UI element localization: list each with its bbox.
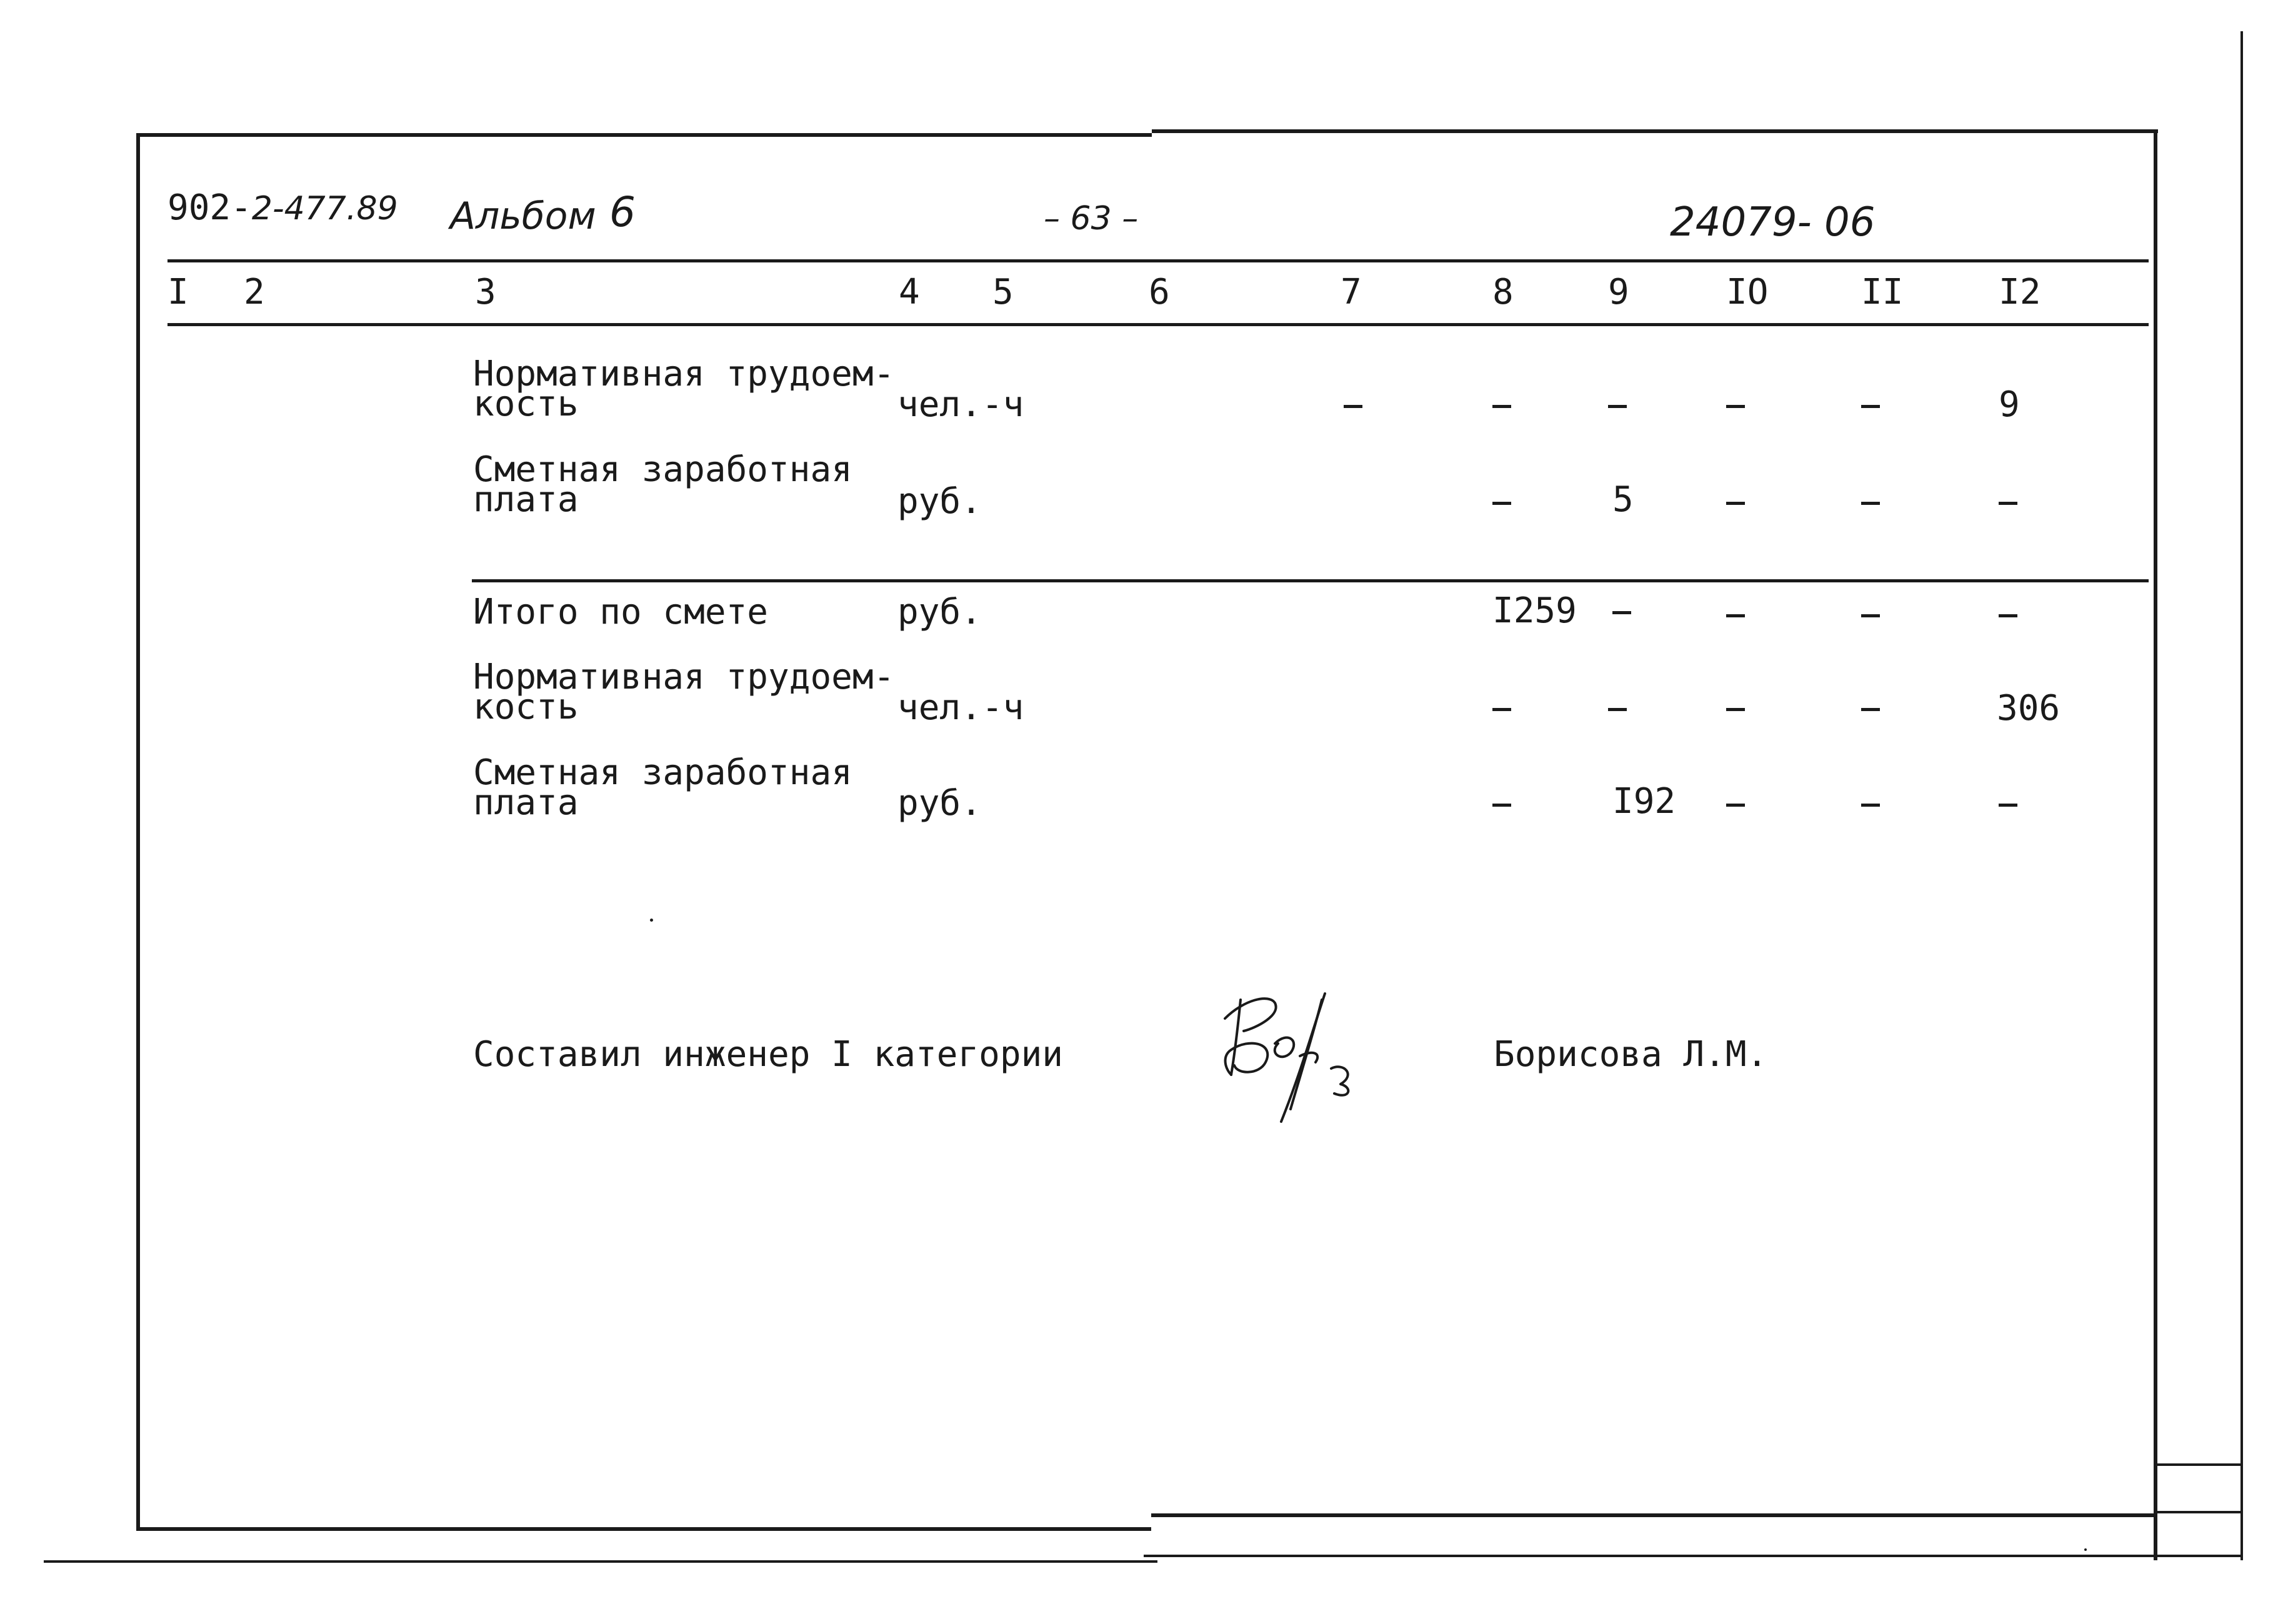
col-header-2: 2 <box>244 272 265 312</box>
col-header-11: II <box>1861 272 1904 312</box>
dash-mark <box>1608 405 1627 408</box>
scan-dot <box>650 919 653 922</box>
dash-mark <box>1861 614 1880 617</box>
row-label: Сметная заработная плата <box>473 449 852 520</box>
dash-mark <box>1861 708 1880 711</box>
signature-name: Борисова Л.М. <box>1494 1034 1768 1075</box>
row-value-c12: 9 <box>1999 384 2020 425</box>
row-unit: чел.-ч <box>897 687 1024 728</box>
frame-right <box>2154 129 2157 1560</box>
page-trim-right <box>2241 31 2243 1560</box>
total-rule <box>472 579 2149 582</box>
row-label: Сметная заработная плата <box>473 752 852 823</box>
signature <box>1206 981 1369 1131</box>
dash-mark <box>1999 614 2017 617</box>
frame-top-right <box>1152 129 2158 133</box>
row-unit: руб. <box>897 592 982 632</box>
row-unit: чел.-ч <box>897 384 1024 425</box>
dash-mark <box>1999 502 2017 505</box>
row-value-c9: 5 <box>1612 479 1634 520</box>
dash-mark <box>1612 611 1631 614</box>
dash-mark <box>1726 804 1745 807</box>
frame-top-left <box>136 133 1152 137</box>
dash-mark <box>1726 502 1745 505</box>
col-header-10: IO <box>1726 272 1769 312</box>
frame-bottom-left <box>140 1527 1151 1531</box>
header-rule-bottom <box>167 323 2149 326</box>
row-value-c8: I259 <box>1492 590 1577 631</box>
dash-mark <box>1861 502 1880 505</box>
row-label: Нормативная трудоем- кость <box>473 354 895 424</box>
col-header-9: 9 <box>1608 272 1629 312</box>
dash-mark <box>1492 502 1511 505</box>
row-unit: руб. <box>897 783 982 824</box>
header-rule-top <box>167 259 2149 262</box>
col-header-4: 4 <box>899 272 920 312</box>
col-header-6: 6 <box>1149 272 1170 312</box>
dash-mark <box>1861 804 1880 807</box>
project-number: 902-2-477.89 <box>167 187 398 228</box>
doc-code: 24079- 06 <box>1670 199 1876 246</box>
col-header-5: 5 <box>992 272 1014 312</box>
dash-mark <box>1726 405 1745 408</box>
album-label: Альбом <box>450 194 596 238</box>
col-header-7: 7 <box>1341 272 1362 312</box>
compiled-by: Составил инженер I категории <box>473 1034 1064 1075</box>
album-number: 6 <box>609 188 636 236</box>
dash-mark <box>1492 405 1511 408</box>
dash-mark <box>1726 614 1745 617</box>
page-trim-bottom-right <box>1144 1555 2243 1557</box>
col-header-12: I2 <box>1999 272 2041 312</box>
col-header-1: I <box>167 272 189 312</box>
row-value-c12: 306 <box>1997 688 2061 729</box>
scan-dot <box>2084 1548 2087 1551</box>
page-trim-bottom <box>44 1560 1157 1563</box>
stamp-box-top <box>2157 1463 2243 1466</box>
col-header-8: 8 <box>1492 272 1514 312</box>
row-label: Нормативная трудоем- кость <box>473 657 895 727</box>
frame-bottom-right <box>1151 1513 2154 1517</box>
frame-left <box>136 133 140 1531</box>
row-value-c9: I92 <box>1612 781 1676 822</box>
dash-mark <box>1492 804 1511 807</box>
dash-mark <box>1492 708 1511 711</box>
dash-mark <box>1861 405 1880 408</box>
dash-mark <box>1608 708 1627 711</box>
dash-mark <box>1344 405 1362 408</box>
page-number: – 63 – <box>1044 200 1139 237</box>
project-number-handwritten: 2-477.89 <box>251 190 398 227</box>
stamp-box-mid <box>2157 1511 2243 1513</box>
row-unit: руб. <box>897 481 982 522</box>
row-label: Итого по смете <box>473 592 769 632</box>
dash-mark <box>1726 708 1745 711</box>
col-header-3: 3 <box>475 272 496 312</box>
dash-mark <box>1999 804 2017 807</box>
